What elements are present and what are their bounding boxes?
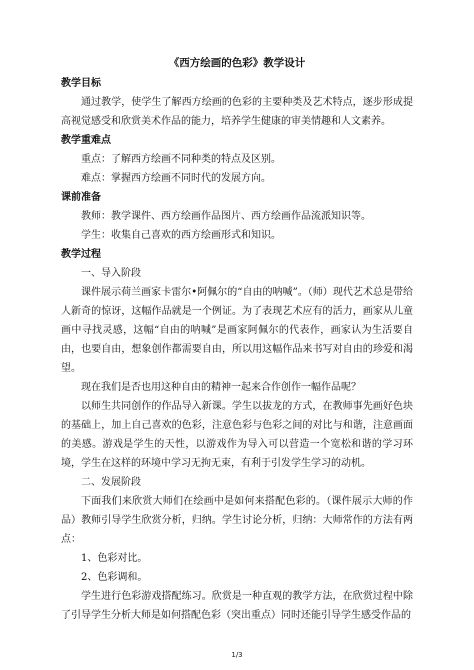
preparation-heading: 课前准备 [61,192,101,203]
stage1-paragraph-1: 课件展示荷兰画家卡雷尔•阿佩尔的“自由的呐喊”。（师）现代艺术总是带给人新奇的惊讶，这幅作品就是一个例证。为了表现艺术应有的活力，画家从儿童画中寻找灵感，这幅“自由的呐喊”是画家阿佩尔的代表作，画家认为生活要自由，也要自由，想象创作都需要自由，所以用这幅作品来书写对自由的珍爱和渴望。 [61,287,413,374]
stage2-paragraph-1: 下面我们来欣赏大师们在绘画中是如何来搭配色彩的。（课件展示大师的作品）教师引导学生欣赏分析，归纳。学生讨论分析，归纳：大师常作的方法有两点： [61,496,413,545]
document-body [61,74,413,625]
document-title: 《西方绘画的色彩》教学设计 [168,57,306,69]
key-point-text: 重点：了解西方绘画不同种类的特点及区别。 [81,154,281,165]
key-points-heading: 教学重难点 [61,135,111,146]
list-item-color-contrast: 1、色彩对比。 [81,553,148,564]
stage1-paragraph-2: 现在我们是否也用这种自由的精神一起来合作创作一幅作品呢？ [81,382,361,393]
page-number: 1/3 [231,651,243,659]
teacher-preparation-text: 教师：教学课件、西方绘画作品图片、西方绘画作品流派知识等。 [81,211,371,222]
objectives-text: 通过教学，使学生了解西方绘画的色彩的主要种类及艺术特点，逐步形成提高视觉感受和欣赏美术作品的能力，培养学生健康的审美情趣和人文素养。 [61,97,413,127]
student-preparation-text: 学生：收集自己喜欢的西方绘画形式和知识。 [81,230,281,241]
objectives-heading: 教学目标 [61,78,101,89]
process-heading: 教学过程 [61,249,101,260]
stage2-paragraph-2: 学生进行色彩游戏搭配练习。欣赏是一种直观的教学方法，在欣赏过程中除了引导学生分析大师是如何搭配色彩（突出重点）同时还能引导学生感受作品的 [61,591,413,621]
stage1-paragraph-3: 以师生共同创作的作品导入新课。学生以拔龙的方式，在教师事先画好色块的基础上，加上自己喜欢的色彩，注意色彩与色彩之间的对比与和谐，注意画面的美感。游戏是学生的天性，以游戏作为导入可以营造一个宽松和谐的学习环境，学生在这样的环境中学习无拘无束，有利于引发学生学习的动机。 [61,401,413,469]
stage1-label: 一、导入阶段 [81,268,141,279]
list-item-color-harmony: 2、色彩调和。 [81,572,148,583]
stage2-label: 二、发展阶段 [81,477,141,488]
difficulty-text: 难点：掌握西方绘画不同时代的发展方向。 [81,173,271,184]
